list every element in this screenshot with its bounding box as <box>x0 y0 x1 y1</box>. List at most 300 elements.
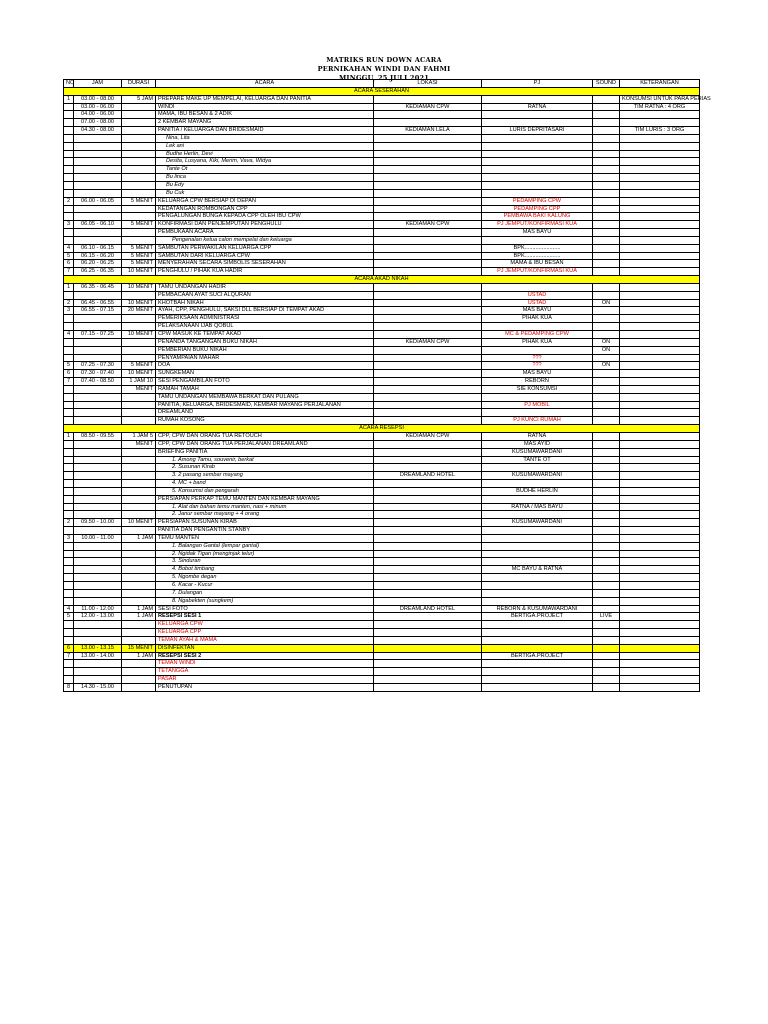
cell-keterangan <box>620 550 700 558</box>
cell-jam <box>74 456 122 464</box>
cell-durasi: 10 MENIT <box>122 299 156 307</box>
cell-no: 1 <box>64 283 74 291</box>
cell-durasi <box>122 683 156 691</box>
cell-keterangan <box>620 440 700 448</box>
title-line-3: MINGGU, 25 JULI 2021 <box>338 74 430 82</box>
cell-lokasi: DREAMLAND HOTEL <box>374 605 482 613</box>
cell-jam: 07.00 - 08.00 <box>74 119 122 127</box>
cell-sound <box>593 268 620 276</box>
cell-pj: PJ KUNCI RUMAH <box>482 417 593 425</box>
cell-durasi <box>122 181 156 189</box>
cell-jam <box>74 527 122 535</box>
cell-lokasi <box>374 417 482 425</box>
cell-jam <box>74 487 122 495</box>
cell-no <box>64 566 74 574</box>
rundown-table <box>63 79 711 692</box>
cell-lokasi <box>374 621 482 629</box>
cell-durasi <box>122 323 156 331</box>
cell-jam <box>74 550 122 558</box>
cell-jam <box>74 629 122 637</box>
cell-keterangan <box>620 487 700 495</box>
cell-jam: 07.40 - 08.50 <box>74 378 122 386</box>
table-row <box>64 683 700 691</box>
cell-no: 2 <box>64 299 74 307</box>
cell-sound <box>593 393 620 401</box>
cell-lokasi <box>374 166 482 174</box>
cell-no <box>64 142 74 150</box>
cell-jam: 08.50 - 09.55 <box>74 432 122 440</box>
cell-no <box>64 409 74 417</box>
cell-keterangan <box>620 503 700 511</box>
cell-pj: MAMA & IBU BESAN <box>482 260 593 268</box>
cell-pj: BERTIGA.PROJECT <box>482 652 593 660</box>
cell-pj <box>482 534 593 542</box>
table-row <box>64 589 700 597</box>
cell-sound <box>593 197 620 205</box>
cell-jam: 03.00 - 06.00 <box>74 103 122 111</box>
cell-sound <box>593 181 620 189</box>
cell-no <box>64 158 74 166</box>
table-row <box>64 119 700 127</box>
cell-acara: PENYAMPAIAN MAHAR <box>156 354 374 362</box>
cell-durasi <box>122 150 156 158</box>
cell-pj: REBORN & KUSUMAWARDANI <box>482 605 593 613</box>
cell-lokasi <box>374 189 482 197</box>
cell-keterangan: TIM RATNA : 4 ORG <box>620 103 700 111</box>
cell-keterangan <box>620 385 700 393</box>
header-no: NO <box>64 80 74 88</box>
cell-lokasi <box>374 362 482 370</box>
cell-lokasi <box>374 597 482 605</box>
cell-sound <box>593 464 620 472</box>
cell-no <box>64 338 74 346</box>
table-row <box>64 401 700 409</box>
cell-keterangan <box>620 197 700 205</box>
table-row <box>64 511 700 519</box>
cell-pj <box>482 480 593 488</box>
cell-durasi <box>122 315 156 323</box>
cell-pj <box>482 597 593 605</box>
cell-jam <box>74 142 122 150</box>
cell-no: 1 <box>64 95 74 103</box>
cell-keterangan <box>620 519 700 527</box>
cell-jam <box>74 597 122 605</box>
cell-no: 5 <box>64 613 74 621</box>
table-row <box>64 542 700 550</box>
cell-pj: MC BAYU & RATNA <box>482 566 593 574</box>
cell-durasi <box>122 456 156 464</box>
cell-jam: 06.00 - 06.05 <box>74 197 122 205</box>
cell-no <box>64 668 74 676</box>
cell-lokasi <box>374 252 482 260</box>
cell-acara: SESI FOTO <box>156 605 374 613</box>
cell-pj <box>482 495 593 503</box>
cell-lokasi <box>374 244 482 252</box>
table-row <box>64 205 700 213</box>
cell-sound <box>593 189 620 197</box>
table-row <box>64 644 700 652</box>
cell-acara: CPP, CPW DAN ORANG TUA RETOUCH <box>156 432 374 440</box>
cell-acara: AYAH, CPP, PENGHULU, SAKSI DLL BERSIAP DI TEMPAT AKAD <box>156 307 374 315</box>
cell-jam <box>74 464 122 472</box>
cell-durasi: 1 JAM <box>122 605 156 613</box>
cell-sound <box>593 174 620 182</box>
cell-lokasi <box>374 283 482 291</box>
cell-no <box>64 127 74 135</box>
cell-keterangan <box>620 158 700 166</box>
cell-sound <box>593 283 620 291</box>
cell-keterangan <box>620 511 700 519</box>
cell-acara: PANITIA DAN PENGANTIN STANBY <box>156 527 374 535</box>
cell-jam <box>74 503 122 511</box>
cell-acara: TETANGGA <box>156 668 374 676</box>
cell-lokasi <box>374 644 482 652</box>
table-row <box>64 158 700 166</box>
cell-acara: PANITIA / KELUARGA DAN BRIDESMAID <box>156 127 374 135</box>
table-row <box>64 283 700 291</box>
cell-jam <box>74 574 122 582</box>
cell-jam <box>74 480 122 488</box>
cell-pj: SIE KONSUMSI <box>482 385 593 393</box>
cell-pj <box>482 181 593 189</box>
cell-keterangan <box>620 213 700 221</box>
cell-keterangan <box>620 542 700 550</box>
cell-jam <box>74 338 122 346</box>
cell-keterangan <box>620 244 700 252</box>
cell-durasi: 1 JAM <box>122 652 156 660</box>
cell-sound <box>593 527 620 535</box>
cell-durasi: MENIT <box>122 385 156 393</box>
cell-sound: ON <box>593 299 620 307</box>
cell-keterangan <box>620 252 700 260</box>
table-row <box>64 448 700 456</box>
cell-acara: PEMBACAAN AYAT SUCI ALQURAN <box>156 291 374 299</box>
cell-no <box>64 417 74 425</box>
header-jam: JAM <box>74 80 122 88</box>
cell-sound <box>593 597 620 605</box>
table-row <box>64 323 700 331</box>
cell-sound <box>593 354 620 362</box>
cell-sound <box>593 127 620 135</box>
cell-keterangan <box>620 134 700 142</box>
cell-lokasi <box>374 205 482 213</box>
cell-pj <box>482 166 593 174</box>
cell-acara: Nina, Lita <box>156 134 374 142</box>
cell-keterangan <box>620 346 700 354</box>
table-row <box>64 652 700 660</box>
table-row <box>64 519 700 527</box>
cell-no <box>64 472 74 480</box>
table-row <box>64 480 700 488</box>
cell-jam <box>74 189 122 197</box>
cell-jam <box>74 229 122 237</box>
cell-sound <box>593 440 620 448</box>
cell-no <box>64 636 74 644</box>
cell-acara: KONFIRMASI DAN PENJEMPUTAN PENGHULU <box>156 221 374 229</box>
cell-durasi <box>122 205 156 213</box>
cell-pj: PEMBAWA BAKI KALUNG <box>482 213 593 221</box>
cell-durasi <box>122 503 156 511</box>
cell-sound: ON <box>593 338 620 346</box>
cell-no <box>64 119 74 127</box>
cell-pj <box>482 511 593 519</box>
cell-lokasi <box>374 307 482 315</box>
table-row <box>64 236 700 244</box>
cell-durasi: MENIT <box>122 440 156 448</box>
cell-acara: DOA <box>156 362 374 370</box>
cell-lokasi <box>374 291 482 299</box>
cell-acara: 2. Susunan Kirab <box>156 464 374 472</box>
cell-jam <box>74 511 122 519</box>
cell-keterangan <box>620 589 700 597</box>
cell-keterangan <box>620 331 700 339</box>
cell-durasi: 1 JAM <box>122 534 156 542</box>
table-row <box>64 660 700 668</box>
table-row <box>64 550 700 558</box>
cell-lokasi <box>374 448 482 456</box>
cell-acara: KELUARGA CPW BERSIAP DI DEPAN <box>156 197 374 205</box>
cell-no: 4 <box>64 605 74 613</box>
cell-jam <box>74 315 122 323</box>
cell-acara: PENGHULU / PIHAK KUA HADIR <box>156 268 374 276</box>
cell-lokasi <box>374 299 482 307</box>
table-row <box>64 605 700 613</box>
cell-pj: BUDHE HERLIN <box>482 487 593 495</box>
cell-no <box>64 315 74 323</box>
cell-pj <box>482 558 593 566</box>
cell-durasi: 10 MENIT <box>122 268 156 276</box>
cell-pj: PIHAK KUA <box>482 315 593 323</box>
cell-keterangan <box>620 323 700 331</box>
cell-lokasi <box>374 511 482 519</box>
cell-durasi <box>122 417 156 425</box>
cell-pj: PEDAMPING CPP <box>482 205 593 213</box>
cell-keterangan <box>620 150 700 158</box>
cell-keterangan <box>620 205 700 213</box>
cell-pj: ??? <box>482 362 593 370</box>
cell-lokasi <box>374 268 482 276</box>
cell-pj: RATNA / MAS BAYU <box>482 503 593 511</box>
cell-keterangan <box>620 534 700 542</box>
cell-sound <box>593 519 620 527</box>
cell-lokasi <box>374 480 482 488</box>
cell-keterangan <box>620 527 700 535</box>
cell-keterangan <box>620 495 700 503</box>
cell-jam <box>74 409 122 417</box>
cell-lokasi <box>374 323 482 331</box>
cell-lokasi <box>374 378 482 386</box>
cell-pj: KUSUMAWARDANI <box>482 472 593 480</box>
cell-acara: PREPARE MAKE UP MEMPELAI, KELUARGA DAN PANITIA <box>156 95 374 103</box>
cell-acara: Bu Edy <box>156 181 374 189</box>
cell-lokasi <box>374 236 482 244</box>
cell-keterangan: KONSUMSI UNTUK PARA PERIAS <box>620 95 700 103</box>
cell-pj <box>482 527 593 535</box>
cell-jam: 04.00 - 06.00 <box>74 111 122 119</box>
cell-sound <box>593 142 620 150</box>
cell-durasi <box>122 119 156 127</box>
cell-sound: LIVE <box>593 613 620 621</box>
cell-no: 2 <box>64 519 74 527</box>
cell-jam <box>74 558 122 566</box>
cell-sound <box>593 534 620 542</box>
header-acara: ACARA <box>156 80 374 88</box>
cell-jam <box>74 354 122 362</box>
table-row <box>64 229 700 237</box>
table-row <box>64 558 700 566</box>
cell-lokasi <box>374 676 482 684</box>
table-row <box>64 409 700 417</box>
cell-acara: PERSIAPAN SUSUNAN KIRAB <box>156 519 374 527</box>
cell-pj <box>482 142 593 150</box>
cell-no: 7 <box>64 378 74 386</box>
cell-sound <box>593 511 620 519</box>
cell-keterangan <box>620 636 700 644</box>
cell-sound <box>593 676 620 684</box>
cell-sound <box>593 134 620 142</box>
cell-sound <box>593 252 620 260</box>
table-row <box>64 456 700 464</box>
cell-keterangan <box>620 283 700 291</box>
cell-durasi <box>122 550 156 558</box>
cell-sound: ON <box>593 362 620 370</box>
cell-keterangan <box>620 597 700 605</box>
cell-acara: PERSIAPAN PERKAP TEMU MANTEN DAN KEMBAR MAYANG <box>156 495 374 503</box>
cell-durasi: 5 MENIT <box>122 260 156 268</box>
cell-pj <box>482 636 593 644</box>
cell-keterangan <box>620 432 700 440</box>
cell-durasi <box>122 401 156 409</box>
cell-acara: TAMU UNDANGAN MEMBAWA BERKAT DAN PULANG <box>156 393 374 401</box>
cell-jam: 07.15 - 07.25 <box>74 331 122 339</box>
cell-lokasi <box>374 370 482 378</box>
table-row <box>64 150 700 158</box>
table-row <box>64 613 700 621</box>
cell-no <box>64 676 74 684</box>
cell-sound <box>593 550 620 558</box>
cell-durasi <box>122 668 156 676</box>
cell-keterangan <box>620 472 700 480</box>
cell-jam: 06.20 - 06.25 <box>74 260 122 268</box>
cell-jam <box>74 440 122 448</box>
table-row <box>64 134 700 142</box>
cell-lokasi <box>374 534 482 542</box>
cell-durasi: 5 JAM <box>122 95 156 103</box>
cell-sound <box>593 166 620 174</box>
cell-durasi <box>122 566 156 574</box>
table-row <box>64 127 700 135</box>
cell-pj: USTAD <box>482 299 593 307</box>
table-row <box>64 378 700 386</box>
cell-jam <box>74 582 122 590</box>
cell-keterangan <box>620 378 700 386</box>
cell-lokasi <box>374 668 482 676</box>
cell-durasi <box>122 511 156 519</box>
table-row <box>64 174 700 182</box>
cell-keterangan <box>620 456 700 464</box>
cell-pj: MC & PEDAMPING CPW <box>482 331 593 339</box>
cell-lokasi <box>374 409 482 417</box>
cell-no <box>64 236 74 244</box>
cell-jam <box>74 566 122 574</box>
cell-sound <box>593 213 620 221</box>
header-durasi: DURASI <box>122 80 156 88</box>
cell-pj <box>482 550 593 558</box>
cell-durasi <box>122 142 156 150</box>
cell-pj: BERTIGA.PROJECT <box>482 613 593 621</box>
cell-pj <box>482 629 593 637</box>
cell-acara: RAMAH TAMAH <box>156 385 374 393</box>
cell-no <box>64 456 74 464</box>
cell-keterangan <box>620 299 700 307</box>
cell-durasi <box>122 213 156 221</box>
table-row <box>64 417 700 425</box>
cell-sound <box>593 315 620 323</box>
cell-durasi <box>122 487 156 495</box>
cell-no <box>64 558 74 566</box>
cell-pj: PJ JEMPUT/KONFIRMASI KUA <box>482 268 593 276</box>
cell-jam <box>74 401 122 409</box>
cell-no <box>64 205 74 213</box>
cell-lokasi <box>374 95 482 103</box>
cell-sound <box>593 417 620 425</box>
table-row <box>64 244 700 252</box>
cell-keterangan <box>620 111 700 119</box>
cell-no: 4 <box>64 331 74 339</box>
cell-sound <box>593 472 620 480</box>
cell-no <box>64 597 74 605</box>
cell-acara: SESI PENGAMBILAN FOTO <box>156 378 374 386</box>
cell-sound <box>593 95 620 103</box>
cell-keterangan <box>620 119 700 127</box>
cell-no <box>64 166 74 174</box>
cell-durasi: 5 MENIT <box>122 197 156 205</box>
cell-keterangan <box>620 307 700 315</box>
cell-no: 7 <box>64 268 74 276</box>
cell-durasi <box>122 189 156 197</box>
cell-pj <box>482 683 593 691</box>
cell-pj <box>482 158 593 166</box>
cell-no <box>64 346 74 354</box>
cell-acara: PENUTUPAN <box>156 683 374 691</box>
cell-pj: RATNA <box>482 103 593 111</box>
table-row <box>64 503 700 511</box>
cell-pj <box>482 111 593 119</box>
table-row <box>64 291 700 299</box>
cell-sound <box>593 652 620 660</box>
cell-no: 6 <box>64 644 74 652</box>
cell-no <box>64 464 74 472</box>
cell-durasi: 10 MENIT <box>122 519 156 527</box>
cell-acara: PENGALUNGAN BUNGA KEPADA CPP OLEH IBU CPW <box>156 213 374 221</box>
table-row <box>64 346 700 354</box>
cell-durasi <box>122 629 156 637</box>
cell-acara: CPP, CPW DAN ORANG TUA PERJALANAN DREAMLAND <box>156 440 374 448</box>
cell-lokasi <box>374 393 482 401</box>
cell-jam <box>74 166 122 174</box>
cell-no <box>64 511 74 519</box>
cell-jam: 09.50 - 10.00 <box>74 519 122 527</box>
table-row <box>64 362 700 370</box>
cell-pj <box>482 174 593 182</box>
cell-jam: 07.30 - 07.40 <box>74 370 122 378</box>
cell-acara: TAMU UNDANGAN HADIR <box>156 283 374 291</box>
cell-sound <box>593 636 620 644</box>
cell-durasi <box>122 464 156 472</box>
cell-acara: PEMBERIAN BUKU NIKAH <box>156 346 374 354</box>
cell-keterangan <box>620 229 700 237</box>
cell-acara: 2 KEMBAR MAYANG <box>156 119 374 127</box>
